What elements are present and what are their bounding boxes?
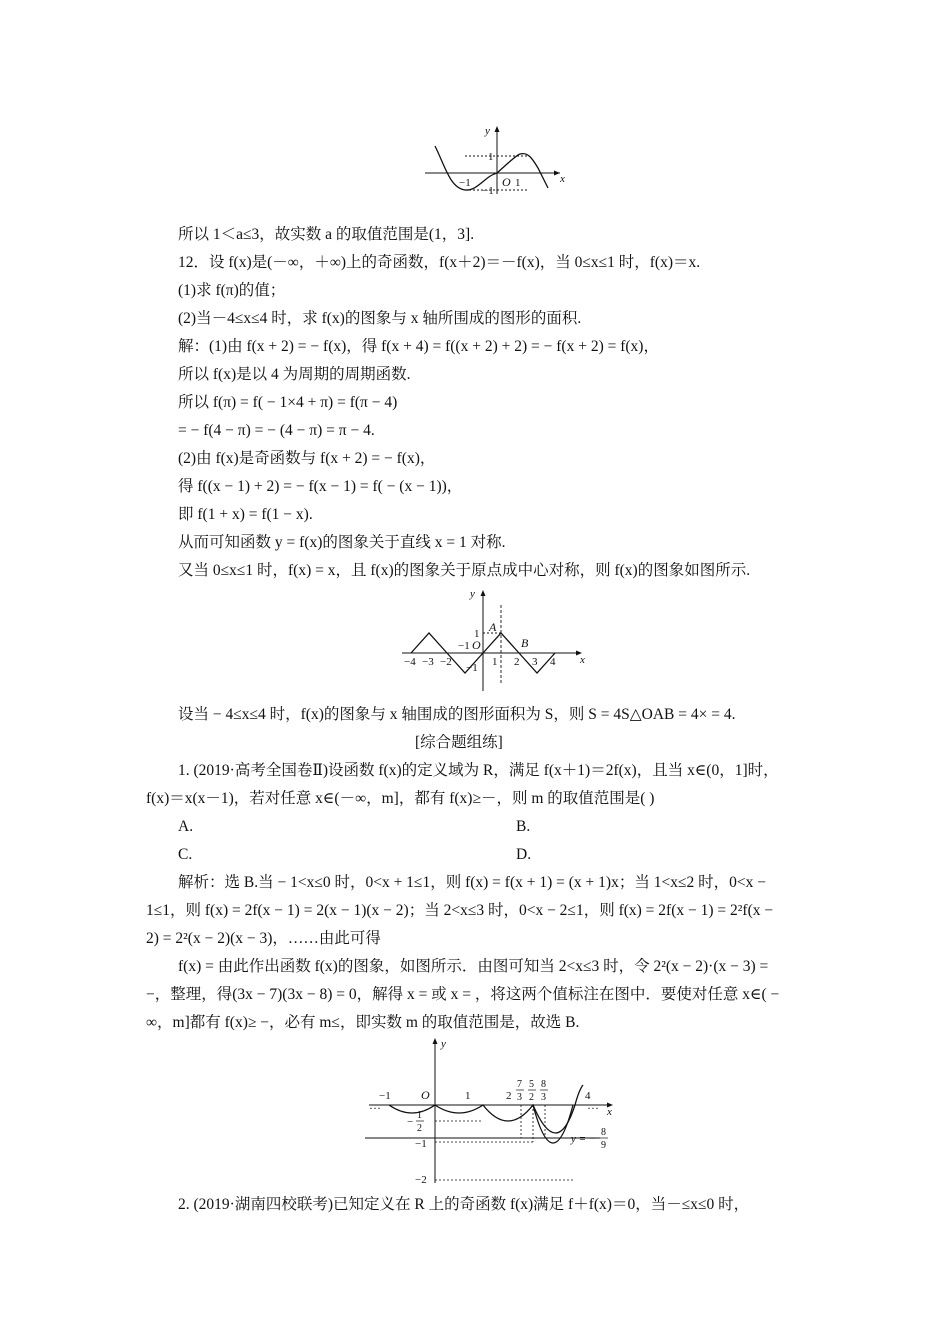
fig3-tick-x-1: 1	[465, 1090, 471, 1102]
fig2-tick-y-1: 1	[474, 628, 480, 640]
fig2-origin: O	[472, 638, 481, 652]
analysis-line-2: 1≤1，则 f(x) = 2f(x − 1) = 2(x − 1)(x − 2)；当 2<x≤3 时，0<x − 2≤1，则 f(x) = 2f(x − 1) = 2²f(x −	[146, 902, 774, 919]
fig3-frac-8-den: 3	[541, 1092, 546, 1103]
analysis-line-1: 解析：选 B.当 − 1<x≤0 时，0<x + 1≤1，则 f(x) = f(x + 1) = (x + 1)x；当 1<x≤2 时，0<x −	[178, 874, 766, 891]
fig2-tick-x-m3: −3	[422, 656, 434, 668]
fig2-tick-x-4: 4	[550, 656, 556, 668]
solution-line-4: = − f(4 − π) = − (4 − π) = π − 4.	[178, 422, 375, 439]
fig2-tick-x-m2: −2	[440, 656, 452, 668]
analysis-line-6: ∞，m]都有 f(x)≥ −，必有 m≤，即实数 m 的取值范围是，故选 B.	[146, 1014, 580, 1031]
fig2-tick-x-m1: −1	[458, 640, 470, 652]
fig1-origin: O	[502, 175, 511, 189]
fig2-tick-x-1: 1	[492, 656, 498, 668]
fig3-tick-y-half-sign: −	[407, 1116, 414, 1128]
analysis-line-3: 2) = 2²(x − 2)(x − 3)，……由此可得	[146, 930, 381, 947]
fig2-tick-x-3: 3	[532, 656, 538, 668]
fig3-frac-7-num: 7	[517, 1079, 522, 1090]
fig3-tick-x-4: 4	[585, 1090, 591, 1102]
fig3-axis-x: x	[607, 1106, 612, 1118]
solution-line-7: 即 f(1 + x) = f(1 − x).	[178, 506, 313, 523]
fig3-origin: O	[421, 1088, 430, 1102]
option-b: B.	[516, 818, 531, 835]
fig1-tick-x-neg: −1	[459, 177, 471, 189]
problem-12-part-1: (1)求 f(π)的值；	[178, 282, 286, 299]
fig3-frac-7-den: 3	[517, 1092, 522, 1103]
fig1-tick-y-pos: 1	[488, 151, 494, 163]
fig3-ellipsis-right: …	[587, 1098, 599, 1112]
solution-line-2: 所以 f(x)是以 4 为周期的周期函数.	[178, 366, 411, 383]
fig2-axis-x: x	[580, 654, 585, 666]
fig3-tick-x-2: 2	[506, 1090, 512, 1102]
analysis-line-5: −，整理，得(3x − 7)(3x − 8) = 0，解得 x = 或 x = ，将这两个值标注在图中．要使对任意 x∈( −	[146, 986, 780, 1003]
fig3-hline-num: 8	[601, 1127, 606, 1138]
fig2-label-b: B	[521, 636, 529, 650]
question-2-statement: 2. (2019·湖南四校联考)已知定义在 R 上的奇函数 f(x)满足 f＋f(x)＝0，当－≤x≤0 时，	[178, 1196, 750, 1213]
fig3-axis-y: y	[441, 1038, 446, 1050]
solution-line-8: 从而可知函数 y = f(x)的图象关于直线 x = 1 对称.	[178, 534, 506, 551]
fig2-tick-y-m1: −1	[466, 662, 478, 674]
fig3-tick-x-m1: −1	[379, 1090, 391, 1102]
fig3-ellipsis-left: …	[369, 1098, 381, 1112]
fig3-frac-5-num: 5	[529, 1079, 534, 1090]
fig2-label-a: A	[489, 620, 497, 634]
solution-conclusion: 设当 − 4≤x≤4 时，f(x)的图象与 x 轴围成的图形面积为 S，则 S = 4S△OAB = 4× = 4.	[178, 706, 736, 723]
fig3-frac-8-num: 8	[541, 1079, 546, 1090]
analysis-line-4: f(x) = 由此作出函数 f(x)的图象，如图所示．由图可知当 2<x≤3 时，令 2²(x − 2)·(x − 3) =	[178, 958, 769, 975]
solution-line-6: 得 f((x − 1) + 2) = − f(x − 1) = f( − (x − 1))，	[178, 478, 463, 495]
figure-zigzag-graph	[400, 585, 590, 695]
section-heading: [综合题组练]	[415, 734, 503, 751]
fig1-axis-y: y	[485, 125, 490, 137]
question-1-statement-cont: f(x)＝x(x－1)，若对任意 x∈(－∞，m]，都有 f(x)≥－，则 m 的取值范围是( )	[146, 790, 655, 807]
option-c: C.	[178, 846, 193, 863]
text-line-1: 所以 1＜a≤3，故实数 a 的取值范围是(1，3].	[178, 226, 475, 243]
fig3-tick-y-half-den: 2	[417, 1123, 422, 1134]
fig1-tick-y-neg: −1	[482, 185, 494, 197]
fig2-tick-x-2: 2	[514, 656, 520, 668]
fig1-tick-x-pos: 1	[515, 177, 521, 189]
problem-12-statement: 12．设 f(x)是(－∞，＋∞)上的奇函数，f(x＋2)＝－f(x)，当 0≤x≤1 时，f(x)＝x.	[178, 254, 701, 271]
option-d: D.	[516, 846, 532, 863]
fig2-axis-y: y	[470, 588, 475, 600]
fig1-axis-x: x	[560, 173, 565, 185]
figure-parabola-graph	[365, 1035, 615, 1185]
solution-line-1: 解：(1)由 f(x + 2) = − f(x)，得 f(x + 4) = f((x + 2) + 2) = − f(x + 2) = f(x)，	[178, 338, 659, 355]
option-a: A.	[178, 818, 194, 835]
solution-line-5: (2)由 f(x)是奇函数与 f(x + 2) = − f(x)，	[178, 450, 436, 467]
solution-line-9: 又当 0≤x≤1 时，f(x) = x，且 f(x)的图象关于原点成中心对称，则 f(x)的图象如图所示.	[178, 562, 751, 579]
figure-sine-graph	[420, 118, 570, 198]
fig3-hline-label: y = −	[571, 1133, 597, 1145]
problem-12-part-2: (2)当－4≤x≤4 时，求 f(x)的图象与 x 轴所围成的图形的面积.	[178, 310, 582, 327]
fig3-frac-5-den: 2	[529, 1092, 534, 1103]
question-1-statement: 1. (2019·高考全国卷Ⅱ)设函数 f(x)的定义域为 R，满足 f(x＋1)＝2f(x)，且当 x∈(0，1]时，	[178, 762, 779, 779]
fig3-tick-y-m1: −1	[415, 1138, 427, 1150]
solution-line-3: 所以 f(π) = f( − 1×4 + π) = f(π − 4)	[178, 394, 398, 411]
fig2-tick-x-m4: −4	[404, 656, 416, 668]
fig3-hline-den: 9	[601, 1140, 606, 1151]
fig3-tick-y-half-num: 1	[417, 1110, 422, 1121]
fig3-tick-y-m2: −2	[415, 1174, 427, 1185]
